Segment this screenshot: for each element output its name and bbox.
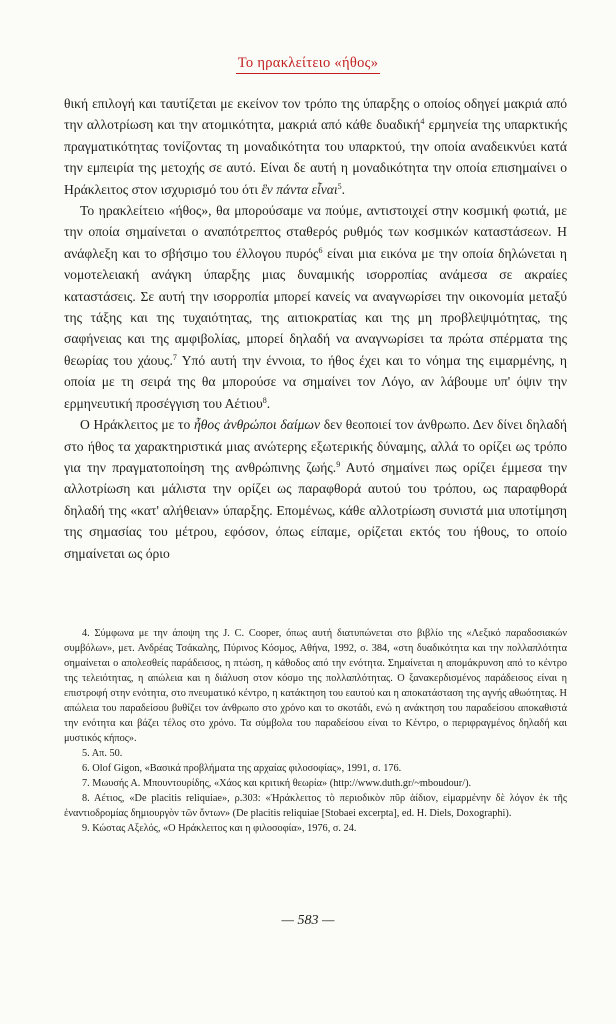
body-paragraph [64,93,567,200]
footnote-ref: 5 [337,181,342,191]
text-run: Το ηρακλείτειο «ήθος», θα μπορούσαμε να πούμε, αντιστοιχεί στην κοσμική φωτιά, με την οποία σημαίνεται ο αναπότρεπτος σταθερός ρυθμός των κοσμικών καταστάσεων. Η ανάφλεξη και το σβήσιμο του έλλογου πυρός [64,203,567,261]
text-run: Ο Ηράκλειτος με το [80,417,195,433]
running-header [0,54,616,74]
footnote-ref: 6 [318,245,323,255]
footnote-ref: 4 [420,117,425,127]
text-run: . [341,181,346,197]
text-run: είναι μια εικόνα με την οποία δηλώνεται η νομοτελειακή ανάγκη ύπαρξης μιας δυναμικής ισορροπίας ανάμεσα σε ακραίες καταστάσεις. Σε αυτή την ισορροπία μπορεί κανείς να αναγνωρίσει την οικονομία μεταξύ της τάξης και της τυχαιότητας, της αιτιοκρατίας και της μη προβλεψιμότητας, της σαφήνειας και της αμφιβολίας, μπορεί δηλαδή να αναγνωρίσει τα πρώτα σπέρματα της θεωρίας του χάους. [64,245,567,368]
main-text [64,93,567,564]
text-run: δεν θεοποιεί τον άνθρωπο. Δεν δίνει δηλαδή στο ήθος τα χαρακτηριστικά μιας ανώτερης εξωτερικής δύναμης, αλλά το ορίζει ως τρόπο για την πραγματοποίηση της ανθρώπινης ζωής. [64,417,567,475]
footnote: 5. Απ. 50. [82,748,123,759]
footnotes [64,626,567,836]
text-run: θική επιλογή και ταυτίζεται με εκείνον τον τρόπο της ύπαρξης ο οποίος οδηγεί μακριά από την αλλοτρίωση και την ατομικότητα, μακριά από κάθε δυαδική [64,96,567,133]
header-title: Το ηρακλείτειο «ήθος» [236,55,381,74]
text-run: ερμηνεία της υπαρκτικής πραγματικότητας τονίζοντας τη μοναδικότητα του υπαρκτού, την οποία αναδεικνύει κατά την εμπειρία της μετοχής σε αυτό. Είναι δε αυτή η μοναδικότητα την οποία επισημαίνει ο Ηράκλειτος στον ισχυρισμό του ότι [64,117,568,197]
footnote: 7. Μωυσής Α. Μπουντουρίδης, «Χάος και κριτική θεωρία» (http://www.duth.gr/~mboudour/). [82,778,472,789]
text-run: Αυτό σημαίνει πως ορίζει έμμεσα την αλλοτρίωση και μάλιστα την ορίζει ως παραφθορά αυτού του τρόπου, ως παραφθορά δηλαδή της «κατ' αλήθειαν» ύπαρξης. Επομένως, κάθε αλλοτρίωση συνιστά μια υποτίμηση της σημασίας του μέτρου, εφόσον, όπως είπαμε, ορίζεται εκτός του ήθους, το οποίο σημαίνεται ως όριο [64,459,567,561]
footnote: 8. Αέτιος, «De placitis reliquiae», ρ.303: «Ἡράκλειτος τὸ περιοδικὸν πῦρ ἀίδιον, εἱμαρμένην δὲ λόγον ἐκ τῆς ἐναντιοδρομίας δημιουργὸν τῶν ὄντων» (De placitis reliquiae [Stobaei excerpta], ed. H. Diels, Doxographi). [64,793,567,819]
body-paragraph [64,414,567,564]
greek-quote: ἓν πάντα εἶναι [261,181,338,197]
footnote: 4. Σύμφωνα με την άποψη της J. C. Cooper, όπως αυτή διατυπώνεται στο βιβλίο της «Λεξικό παραδοσιακών συμβόλων», μετ. Ανδρέας Τσάκαλης, Πύρινος Κόσμος, Αθήνα, 1992, σ. 384, «στη δυαδικότητα και την πολλαπλότητα σημαίνεται ο απολεσθείς παράδεισος, η πτώση, η κάθοδος από την ενότητα. Σημαίνεται η απομάκρυνση από το κέντρο της τελειότητας, η απώλεια και η διάλυση στον κόσμο της πολλαπλότητας. Ο ξανακερδισμένος παράδεισος είναι η επιστροφή στην ενότητα, στο πνευματικό κέντρο, η κατάκτηση του εαυτού και η αποκατάσταση της αγνής αθωότητας. Η απώλεια του παραδείσου βυθίζει τον άνθρωπο στο χρόνο και το σκοτάδι, ενώ η ανάκτηση του παραδείσου αποκαθιστά την ενότητα και βάζει τέλος στο χρόνο. Τα σύμβολα του παραδείσου είναι το Κέντρο, ο περιφραγμένος δηλαδή και μυστικός κήπος». [64,628,567,744]
page-number: — 583 — [281,913,335,928]
footnote: 6. Olof Gigon, «Βασικά προβλήματα της αρχαίας φιλοσοφίας», 1991, σ. 176. [82,763,402,774]
footnote-ref: 8 [262,395,267,405]
text-run: . [266,395,271,411]
greek-quote: ἦθος ἀνθρώποι δαίμων [194,417,321,433]
footnote: 9. Κώστας Αξελός, «Ο Ηράκλειτος και η φιλοσοφία», 1976, σ. 24. [82,823,357,834]
footnote-ref: 7 [172,352,177,362]
text-run: Υπό αυτή την έννοια, το ήθος έχει και το νόημα της ειμαρμένης, η οποία με τη σειρά της θα μπορούσε να σημαίνει τον Λόγο, αν λάβουμε υπ' όψιν την ερμηνευτική προσέγγιση του Αέτιου [64,352,567,411]
body-paragraph [64,200,567,414]
footnote-ref: 9 [336,459,341,469]
